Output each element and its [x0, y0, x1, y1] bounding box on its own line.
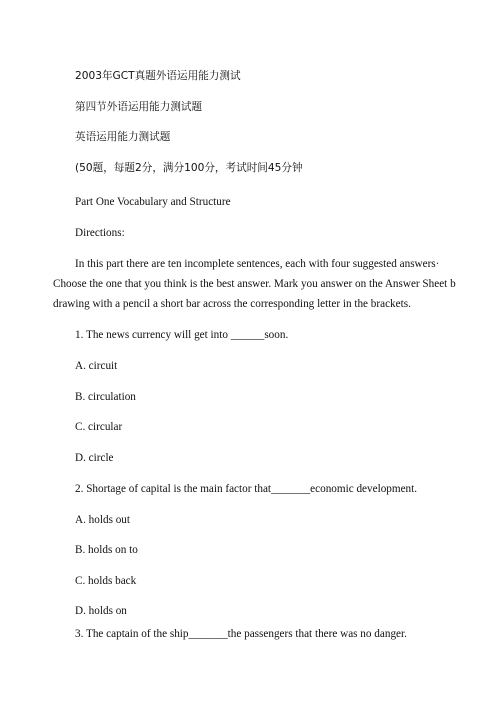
- directions-line-3: drawing with a pencil a short bar across the corresponding letter in the brackets.: [53, 298, 411, 310]
- directions-line-2: Choose the one that you think is the best answer. Mark you answer on the Answer Sheet b: [53, 278, 456, 290]
- question-2-option-a: A. holds out: [75, 514, 131, 526]
- exam-title: 2003年GCT真题外语运用能力测试: [75, 70, 241, 82]
- question-3-stem: 3. The captain of the ship_______the passengers that there was no danger.: [75, 628, 407, 640]
- question-1-option-d: D. circle: [75, 452, 114, 464]
- question-2-option-c: C. holds back: [75, 575, 137, 587]
- question-2-option-b: B. holds on to: [75, 544, 138, 556]
- section-title: 第四节外语运用能力测试题: [75, 101, 203, 113]
- question-1-option-c: C. circular: [75, 421, 123, 433]
- directions-line-1: In this part there are ten incomplete sentences, each with four suggested answers·: [75, 258, 440, 270]
- directions-label: Directions:: [75, 227, 125, 239]
- part-title: Part One Vocabulary and Structure: [75, 196, 231, 208]
- question-1-option-b: B. circulation: [75, 391, 136, 403]
- question-1-stem: 1. The news currency will get into ______soon.: [75, 329, 289, 341]
- question-2-stem: 2. Shortage of capital is the main factor that_______economic development.: [75, 483, 418, 495]
- subsection-title: 英语运用能力测试题: [75, 131, 171, 143]
- scoring-note: (50题，每题2分，满分100分，考试时间45分钟: [75, 162, 303, 174]
- question-2-option-d: D. holds on: [75, 605, 127, 617]
- question-1-option-a: A. circuit: [75, 360, 118, 372]
